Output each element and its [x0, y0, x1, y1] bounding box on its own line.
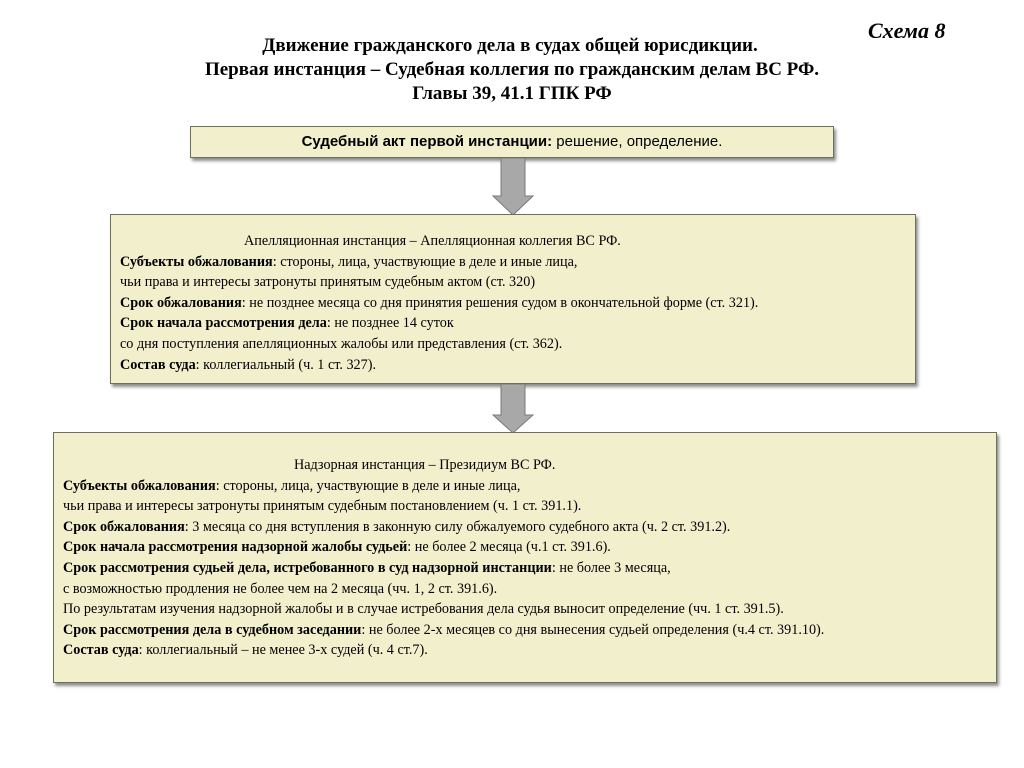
supervisory-heading: Надзорная инстанция – Президиум ВС РФ.: [294, 457, 556, 473]
appeal-heading: Апелляционная инстанция – Апелляционная коллегия ВС РФ.: [244, 233, 621, 249]
arrow-down-icon: [492, 384, 534, 434]
appeal-start-cont: со дня поступления апелляционных жалобы или представления (ст. 362).: [120, 335, 563, 352]
first-instance-label: Судебный акт первой инстанции:: [301, 133, 553, 150]
supervisory-subjects: Субъекты обжалования: стороны, лица, участвующие в деле и иные лица,: [63, 477, 521, 494]
appeal-subjects-cont: чьи права и интересы затронуты принятым судебным актом (ст. 320): [120, 274, 536, 291]
first-instance-acts: решение, определение.: [552, 133, 723, 150]
supervisory-review: Срок рассмотрения судьей дела, истребованного в суд надзорной инстанции: не более 3 месяца,: [63, 559, 671, 576]
appeal-subjects: Субъекты обжалования: стороны, лица, участвующие в деле и иные лица,: [120, 253, 578, 270]
supervisory-hearing: Срок рассмотрения дела в судебном заседании: не более 2-х месяцев со дня вынесения судьей определения (ч.4 ст. 391.10).: [63, 621, 825, 638]
first-instance-box: [190, 126, 834, 158]
page-title: [0, 34, 1024, 106]
appeal-instance-box: [110, 214, 916, 384]
supervisory-term: Срок обжалования: 3 месяца со дня вступления в законную силу обжалуемого судебного акта (ч. 2 ст. 391.2).: [63, 518, 731, 535]
title-line-2: Первая инстанция – Судебная коллегия по гражданским делам ВС РФ.: [204, 59, 820, 80]
supervisory-result: По результатам изучения надзорной жалобы и в случае истребования дела судья выносит определение (чч. 1 ст. 391.5).: [63, 601, 784, 618]
title-line-3: Главы 39, 41.1 ГПК РФ: [412, 83, 612, 104]
appeal-term: Срок обжалования: не позднее месяца со дня принятия решения судом в окончательной форме (ст. 321).: [120, 294, 759, 311]
appeal-court: Состав суда: коллегиальный (ч. 1 ст. 327).: [120, 356, 377, 373]
schema-label: Схема 8: [868, 18, 946, 43]
supervisory-court: Состав суда: коллегиальный – не менее 3-х судей (ч. 4 ст.7).: [63, 642, 428, 659]
supervisory-instance-box: [53, 432, 997, 683]
title-line-1: Движение гражданского дела в судах общей юрисдикции.: [262, 35, 758, 56]
appeal-start: Срок начала рассмотрения дела: не позднее 14 суток: [120, 315, 454, 332]
supervisory-subjects-cont: чьи права и интересы затронуты принятым судебным постановлением (ч. 1 ст. 391.1).: [63, 498, 582, 515]
supervisory-review-cont: с возможностью продления не более чем на 2 месяца (чч. 1, 2 ст. 391.6).: [63, 580, 498, 597]
arrow-down-icon: [492, 158, 534, 216]
supervisory-start: Срок начала рассмотрения надзорной жалобы судьей: не более 2 месяца (ч.1 ст. 391.6).: [63, 539, 611, 556]
